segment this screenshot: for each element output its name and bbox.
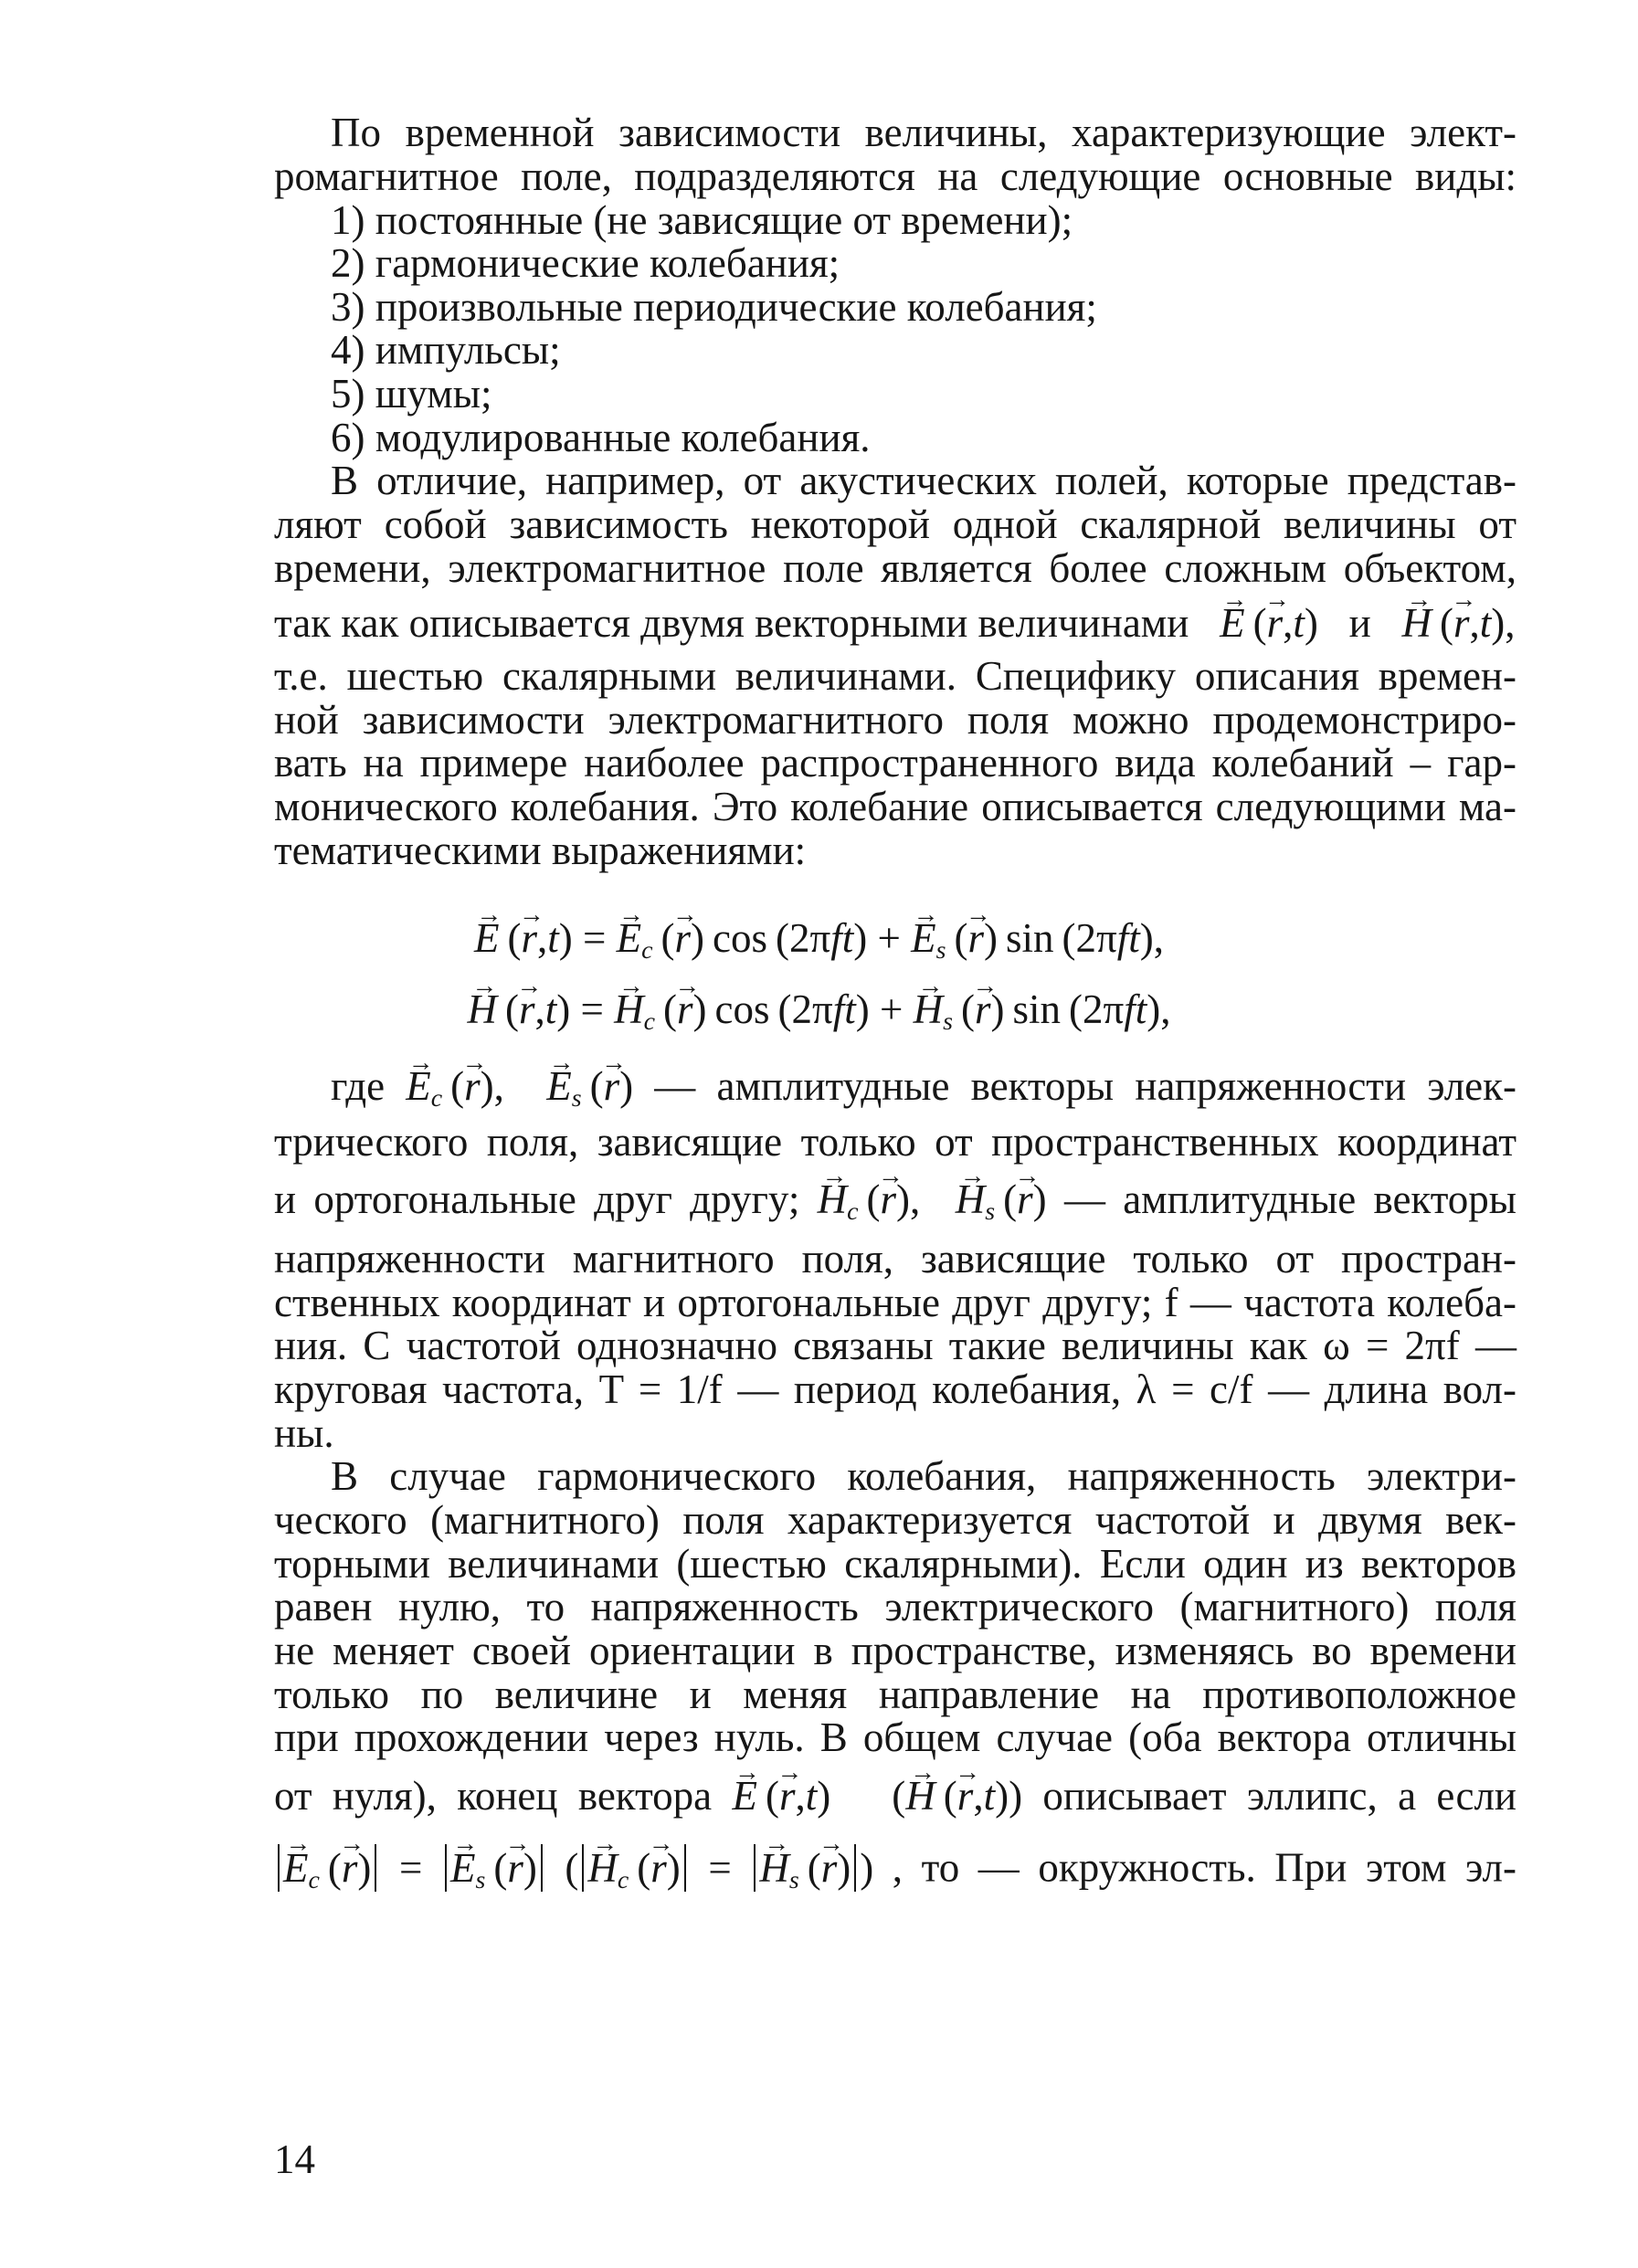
para2-line2: ляют собой зависимость некоторой одной скалярной величины от: [274, 501, 1516, 547]
list-item-4: 4) импульсы;: [331, 327, 561, 373]
para3-line1: [331, 1063, 1516, 1113]
list-item-5: 5) шумы;: [331, 371, 492, 417]
para3-line8: ны.: [274, 1410, 334, 1456]
equation-H: → H (→ r,t) = → $H_c$ (→ r) cos (2πft) + → $H_s$ (→ r) sin (2πft),: [0, 989, 1638, 1035]
page-number: 14: [274, 2136, 315, 2182]
equation-E: → E (→ r,t) = → $E_c$ (→ r) cos (2πft) + → $E_s$ (→ r) sin (2πft),: [0, 918, 1638, 964]
para4-line9-tail: , то — окружность. При этом эл-: [892, 1844, 1516, 1891]
para3-line4: напряженности магнитного поля, зависящие только от простран-: [274, 1236, 1516, 1282]
para4-line1: В случае гармонического колебания, напряженность электри-: [331, 1453, 1516, 1499]
para2-line1: В отличие, например, от акустических полей, которые представ-: [331, 458, 1516, 503]
para3-line3-text: и ортогональные друг другу;: [274, 1176, 800, 1222]
para4-line4: равен нулю, то напряженность электрического (магнитного) поля: [274, 1584, 1516, 1630]
para3-line3: [274, 1176, 1516, 1226]
para2-line7: вать на примере наиболее распространенного вида колебаний – гар-: [274, 740, 1516, 786]
para3-line1-text: — амплитудные векторы напряженности элек-: [654, 1063, 1516, 1109]
para4-line9: [274, 1844, 1516, 1893]
formula-E-or-H: → E (→ r,t) (→ H (→ r,t)): [732, 1773, 1022, 1819]
para4-line6: только по величине и меняя направление на противоположное: [274, 1672, 1516, 1717]
para3-line5: ственных координат и ортогональные друг другу; f — частота колеба-: [274, 1280, 1516, 1325]
para4-line7: при прохождении через нуль. В общем случае (оба вектора отличны: [274, 1714, 1516, 1760]
formula-Ec-Es: → $E_c$ (→ r), → $E_s$ (→ r): [406, 1063, 633, 1109]
list-item-2: 2) гармонические колебания;: [331, 240, 840, 286]
list-item-3: 3) произвольные периодические колебания;: [331, 284, 1097, 330]
para3-line6: ния. С частотой однозначно связаны такие величины как ω = 2πf —: [274, 1323, 1516, 1368]
formula-H-r-t: → H (→ r,t),: [1381, 600, 1516, 646]
para3-line3-tail: — амплитудные векторы: [1063, 1176, 1516, 1222]
list-item-6: 6) модулированные колебания.: [331, 415, 871, 460]
para4-line3: торными величинами (шестью скалярными). Если один из векторов: [274, 1541, 1516, 1587]
para4-line8-tail: описывает эллипс, а если: [1042, 1773, 1516, 1819]
para4-line5: не меняет своей ориентации в пространстве, изменяясь во времени: [274, 1628, 1516, 1673]
para1-line2: ромагнитное поле, подразделяются на следующие основные виды:: [274, 153, 1516, 199]
para2-line3: времени, электромагнитное поле является более сложным объектом,: [274, 545, 1516, 591]
para2-line8: монического колебания. Это колебание описывается следующими ма-: [274, 784, 1516, 829]
list-item-1: 1) постоянные (не зависящие от времени);: [331, 197, 1073, 243]
para1-line1: По временной зависимости величины, характеризующие элект-: [331, 110, 1516, 155]
para2-line4-text: так как описывается двумя векторными величинами: [274, 600, 1189, 646]
formula-E-r-t: → E (→ r,t): [1199, 600, 1339, 646]
para2-line4-and: и: [1348, 600, 1371, 646]
formula-Hc-Hs: → $H_c$ (→ r), → $H_s$ (→ r): [818, 1176, 1047, 1222]
para2-line5: т.е. шестью скалярными величинами. Специфику описания времен-: [274, 653, 1516, 699]
para2-line9: тематическими выражениями:: [274, 828, 807, 873]
para2-line6: ной зависимости электромагнитного поля можно продемонстриро-: [274, 697, 1516, 743]
para3-line2: трического поля, зависящие только от пространственных координат: [274, 1119, 1516, 1165]
para2-line4: [274, 600, 1516, 646]
para3-line7: круговая частота, T = 1/f — период колебания, λ = c/f — длина вол-: [274, 1366, 1516, 1412]
formula-abs-equal: → $E_c$ (→ r) = → $E_s$ (→ r) (→ $H_c$ (→ r) = → $H_s$ (→ r) ): [274, 1845, 873, 1891]
para4-line2: ческого (магнитного) поля характеризуется частотой и двумя век-: [274, 1497, 1516, 1543]
para3-line1-lead: где: [331, 1063, 386, 1109]
para4-line8: [274, 1773, 1516, 1819]
para4-line8-text: от нуля), конец вектора: [274, 1773, 713, 1819]
